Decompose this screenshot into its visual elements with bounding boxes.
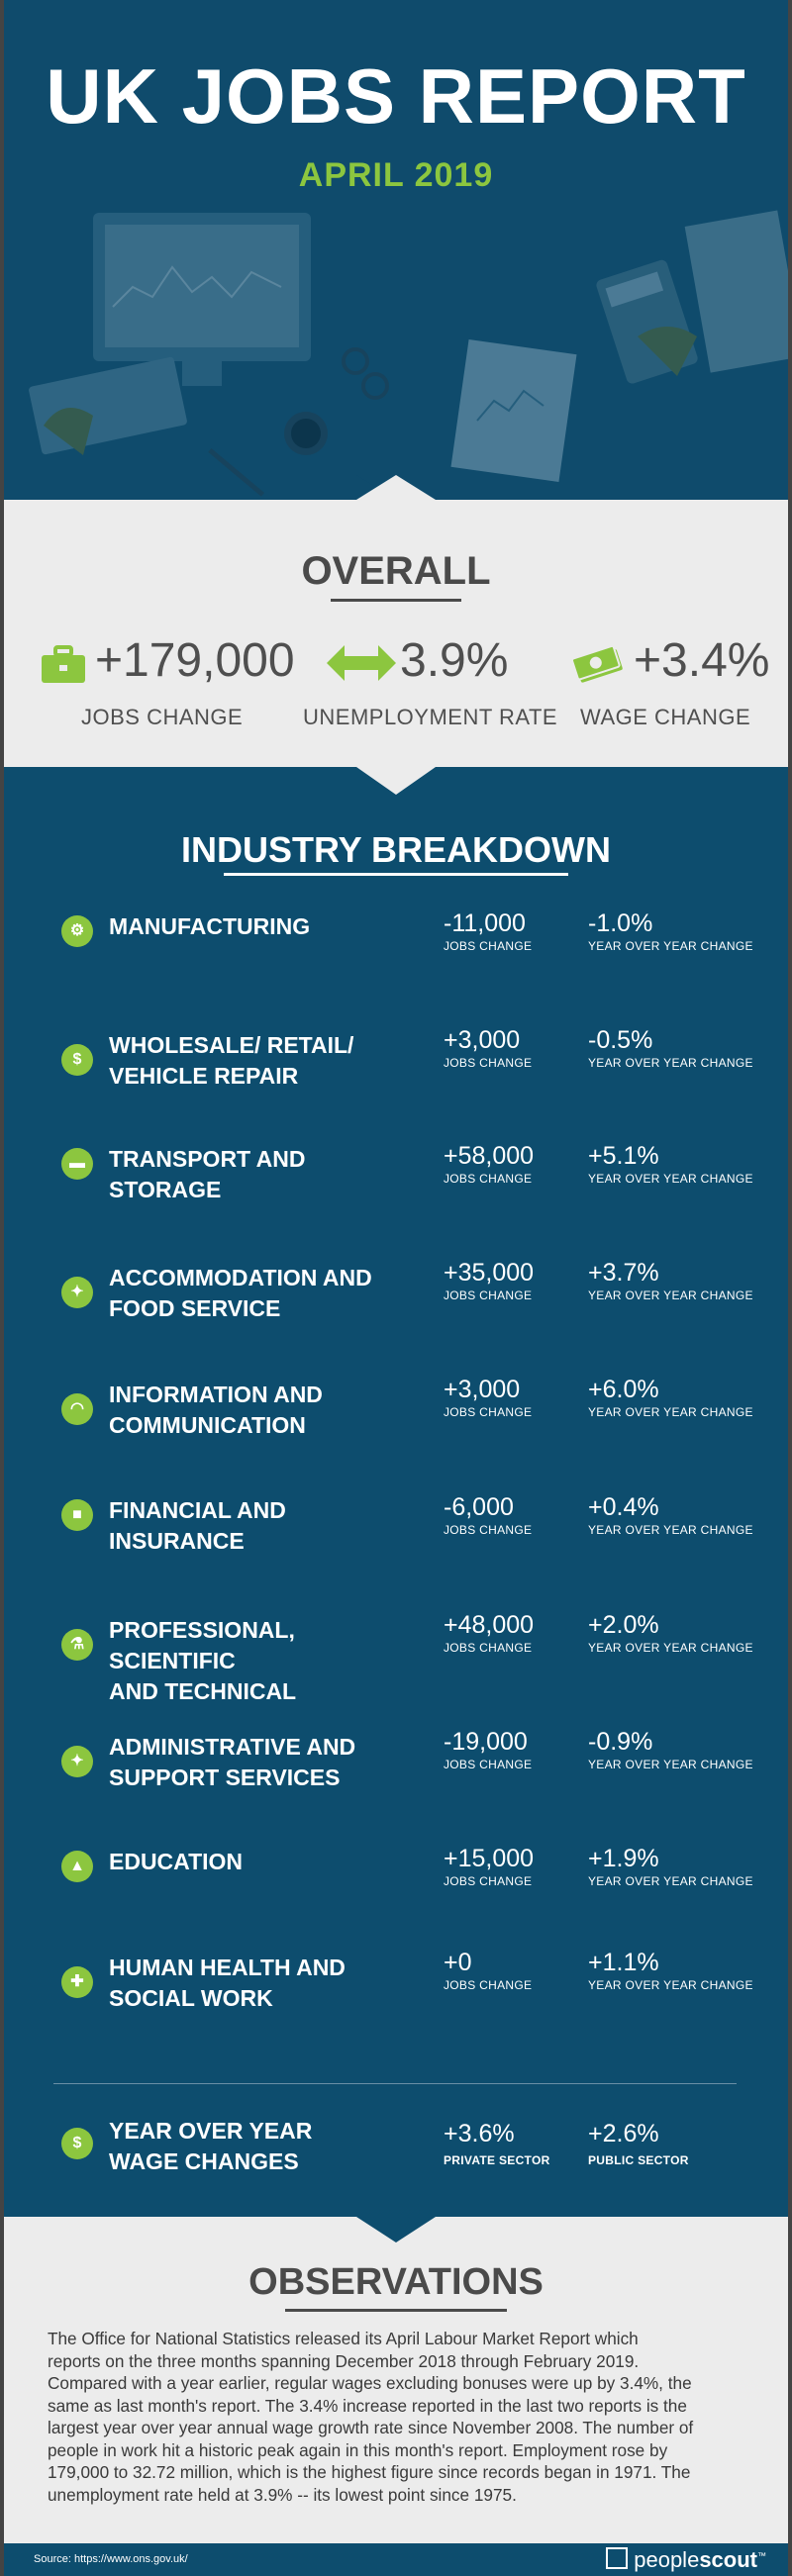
brand-mark-icon bbox=[606, 2547, 628, 2569]
brand-logo: peoplescout™ bbox=[606, 2547, 766, 2573]
yoy-change-label: YEAR OVER YEAR CHANGE bbox=[588, 1288, 753, 1302]
yoy-change-label: YEAR OVER YEAR CHANGE bbox=[588, 1874, 753, 1888]
industry-row bbox=[4, 909, 788, 1014]
gear-icon: ⚙ bbox=[61, 915, 93, 947]
jobs-change-value: +15,000 bbox=[444, 1845, 535, 1872]
public-sector-label: PUBLIC SECTOR bbox=[588, 2153, 689, 2167]
hero-header bbox=[4, 0, 788, 500]
unemployment-rate-label: UNEMPLOYMENT RATE bbox=[303, 705, 558, 729]
yoy-change-value: -1.0% bbox=[588, 909, 653, 937]
stat-unemployment-rate bbox=[301, 633, 558, 742]
industry-row bbox=[4, 1845, 788, 1950]
industry-name: EDUCATION bbox=[109, 1849, 244, 1874]
jobs-change-label: JOBS CHANGE bbox=[444, 1405, 533, 1419]
yoy-change-value: +3.7% bbox=[588, 1259, 659, 1287]
yoy-change-value: +6.0% bbox=[588, 1376, 659, 1403]
briefcase-icon: ■ bbox=[61, 1499, 93, 1531]
observations-text: The Office for National Statistics released its April Labour Market Report which reports on the three months spanning December 2018 through February 2019. Compared with a year earlier, regular wages excluding bonuses were up by 3.4%, the same as last month's report. The 3.4% increase reported in the last two reports is the largest year over year annual wage growth rate since November 2008. The number of people in work hit a historic peak again in this month's report. Employment rose by 179,000 to 32.72 million, which is the highest figure since records began in 1971. The unemployment rate held at 3.9% -- its lowest point since 1975. bbox=[48, 2329, 694, 2505]
jobs-change-value: +48,000 bbox=[444, 1611, 535, 1639]
infographic bbox=[4, 0, 788, 2576]
industry-row bbox=[4, 1376, 788, 1480]
speedometer-icon: ◠ bbox=[61, 1393, 93, 1425]
jobs-change-label: JOBS CHANGE bbox=[444, 1641, 533, 1655]
jobs-change-label: JOBS CHANGE bbox=[444, 939, 533, 953]
jobs-change-label: JOBS CHANGE bbox=[444, 1978, 533, 1992]
industry-breakdown-title: INDUSTRY BREAKDOWN bbox=[180, 829, 611, 870]
industry-name: PROFESSIONAL, SCIENTIFIC AND TECHNICAL bbox=[109, 1617, 297, 1704]
wage-divider bbox=[53, 2083, 737, 2084]
price-tag-icon: $ bbox=[61, 1044, 93, 1076]
public-sector-value: +2.6% bbox=[588, 2120, 659, 2147]
observations-notch bbox=[356, 2217, 436, 2246]
yoy-change-value: +0.4% bbox=[588, 1493, 659, 1521]
yoy-change-label: YEAR OVER YEAR CHANGE bbox=[588, 1523, 753, 1537]
yoy-change-label: YEAR OVER YEAR CHANGE bbox=[588, 1758, 753, 1771]
yoy-change-value: +2.0% bbox=[588, 1611, 659, 1639]
overall-section bbox=[4, 500, 788, 767]
industry-row bbox=[4, 1259, 788, 1364]
observations-section bbox=[4, 2217, 788, 2543]
stat-wage-change bbox=[572, 633, 770, 742]
handshake-icon: ✦ bbox=[61, 1277, 93, 1308]
yoy-change-label: YEAR OVER YEAR CHANGE bbox=[588, 1641, 753, 1655]
yoy-change-label: YEAR OVER YEAR CHANGE bbox=[588, 1056, 753, 1070]
jobs-change-label: JOBS CHANGE bbox=[81, 705, 244, 729]
industry-name: INFORMATION AND COMMUNICATION bbox=[109, 1382, 323, 1438]
yoy-change-value: +1.1% bbox=[588, 1949, 659, 1976]
industry-name: TRANSPORT AND STORAGE bbox=[109, 1146, 306, 1202]
jobs-change-value: +3,000 bbox=[444, 1026, 521, 1054]
industry-row bbox=[4, 1142, 788, 1247]
jobs-change-label: JOBS CHANGE bbox=[444, 1874, 533, 1888]
industry-name: ADMINISTRATIVE AND SUPPORT SERVICES bbox=[109, 1734, 356, 1790]
yoy-change-label: YEAR OVER YEAR CHANGE bbox=[588, 1172, 753, 1186]
jobs-change-value: -6,000 bbox=[444, 1493, 514, 1521]
footer bbox=[4, 2543, 788, 2576]
jobs-change-value: -11,000 bbox=[444, 909, 526, 937]
industry-row bbox=[4, 1026, 788, 1131]
wage-change-value: +3.4% bbox=[634, 634, 770, 687]
source-note: Source: https://www.ons.gov.uk/ bbox=[34, 2553, 188, 2565]
double-arrow-icon bbox=[327, 643, 396, 683]
jobs-change-label: JOBS CHANGE bbox=[444, 1758, 533, 1771]
jobs-change-label: JOBS CHANGE bbox=[444, 1056, 533, 1070]
stat-jobs-change bbox=[42, 633, 295, 742]
industry-row bbox=[4, 1949, 788, 2053]
overall-title-underline bbox=[331, 599, 461, 602]
observations-title: OBSERVATIONS bbox=[248, 2261, 544, 2303]
page-title: UK JOBS REPORT bbox=[46, 52, 746, 140]
yoy-change-value: -0.9% bbox=[588, 1728, 653, 1756]
industry-name: MANUFACTURING bbox=[109, 913, 311, 939]
private-sector-label: PRIVATE SECTOR bbox=[444, 2153, 550, 2167]
industry-row bbox=[4, 1728, 788, 1833]
industry-row bbox=[4, 1611, 788, 1716]
jobs-change-label: JOBS CHANGE bbox=[444, 1523, 533, 1537]
wage-row-name: YEAR OVER YEAR WAGE CHANGES bbox=[109, 2118, 313, 2174]
briefcase-icon bbox=[42, 645, 85, 683]
handshake-icon: ✦ bbox=[61, 1746, 93, 1777]
yoy-change-label: YEAR OVER YEAR CHANGE bbox=[588, 939, 753, 953]
industry-name: WHOLESALE/ RETAIL/ VEHICLE REPAIR bbox=[109, 1032, 354, 1089]
section-notch-bottom bbox=[356, 767, 436, 803]
truck-icon: ▬ bbox=[61, 1148, 93, 1180]
yoy-change-value: -0.5% bbox=[588, 1026, 653, 1054]
money-bag-icon: $ bbox=[61, 2128, 93, 2159]
jobs-change-value: +179,000 bbox=[95, 634, 295, 687]
industry-name: HUMAN HEALTH AND SOCIAL WORK bbox=[109, 1955, 346, 2011]
jobs-change-label: JOBS CHANGE bbox=[444, 1288, 533, 1302]
page-subtitle: APRIL 2019 bbox=[298, 156, 494, 194]
jobs-change-value: +35,000 bbox=[444, 1259, 535, 1287]
industry-title-underline bbox=[224, 873, 568, 876]
jobs-change-value: +3,000 bbox=[444, 1376, 521, 1403]
industry-row bbox=[4, 1493, 788, 1598]
industry-name: FINANCIAL AND INSURANCE bbox=[109, 1497, 286, 1554]
graduation-cap-icon: ▲ bbox=[61, 1851, 93, 1882]
test-tube-icon: ⚗ bbox=[61, 1629, 93, 1661]
desk-illustration bbox=[4, 198, 788, 500]
yoy-change-value: +5.1% bbox=[588, 1142, 659, 1170]
overall-title: OVERALL bbox=[301, 549, 491, 593]
section-notch-top bbox=[356, 475, 436, 515]
unemployment-rate-value: 3.9% bbox=[400, 634, 509, 687]
jobs-change-value: +0 bbox=[444, 1949, 472, 1976]
yoy-change-label: YEAR OVER YEAR CHANGE bbox=[588, 1405, 753, 1419]
yoy-change-label: YEAR OVER YEAR CHANGE bbox=[588, 1978, 753, 1992]
wage-change-label: WAGE CHANGE bbox=[580, 705, 751, 729]
jobs-change-value: -19,000 bbox=[444, 1728, 528, 1756]
yoy-change-value: +1.9% bbox=[588, 1845, 659, 1872]
observations-title-underline bbox=[285, 2309, 507, 2312]
money-stack-icon bbox=[572, 641, 624, 685]
jobs-change-label: JOBS CHANGE bbox=[444, 1172, 533, 1186]
medical-cross-icon: ✚ bbox=[61, 1966, 93, 1998]
wage-changes-row bbox=[4, 2108, 788, 2207]
private-sector-value: +3.6% bbox=[444, 2120, 515, 2147]
industry-name: ACCOMMODATION AND FOOD SERVICE bbox=[109, 1265, 372, 1321]
jobs-change-value: +58,000 bbox=[444, 1142, 535, 1170]
